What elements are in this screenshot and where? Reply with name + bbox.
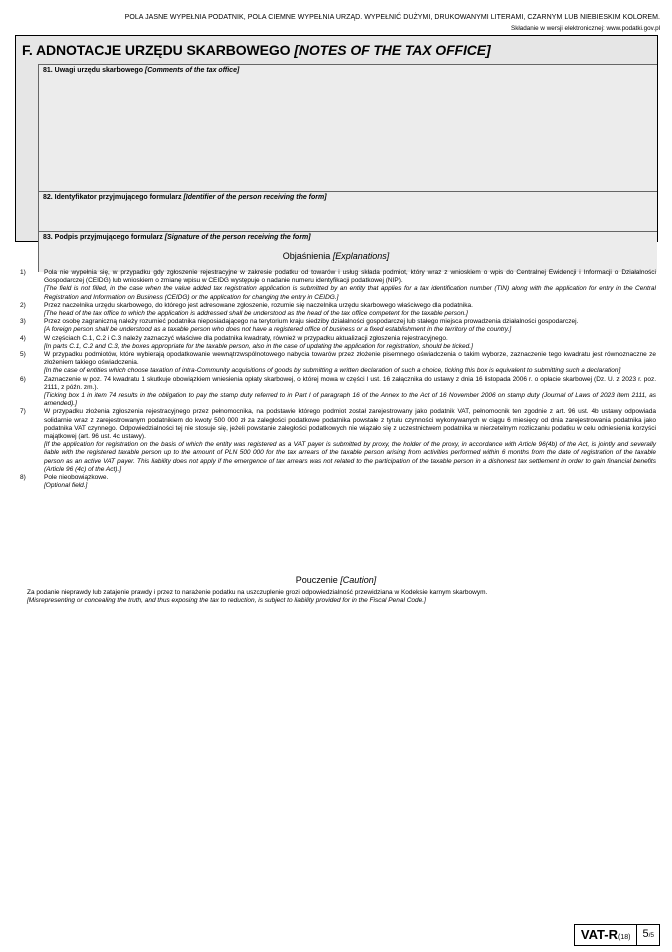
note-item — [20, 318, 656, 334]
note-number: 5) — [20, 351, 26, 359]
note-text-en: [A foreign person shall be understood as a taxable person who does not have a registered office of business or a fixed establishment in the territory of the country.] — [44, 326, 512, 334]
page-total: /5 — [648, 932, 654, 939]
field-82-label — [43, 194, 327, 201]
caution-heading-pl: Pouczenie — [295, 575, 338, 585]
note-text-pl: W częściach C.1, C.2 i C.3 należy zaznaczyć właściwe dla podatnika kwadraty, również w przypadku aktualizacji zgłoszenia rejestracyjnego. — [44, 334, 448, 342]
form-code — [575, 925, 638, 945]
note-item — [20, 269, 656, 302]
section-f-title — [22, 42, 491, 58]
note-item — [20, 335, 656, 351]
field-83-label — [43, 234, 311, 241]
note-number: 3) — [20, 318, 26, 326]
field-82-receiver-identifier[interactable] — [38, 191, 657, 231]
note-text-pl: W przypadku złożenia zgłoszenia rejestracyjnego przez pełnomocnika, na podstawie którego podmiot został zarejestrowany jako podatnik VAT, pełnomocnik ten zgodnie z art. 96 ust. 4b ustawy odpowiada solidarnie wraz z zarejestrowanym podatnikiem do kwoty 500 000 zł za zaległości podatkowe podatnika powstałe z tytułu czynności wykonywanych w ciągu 6 miesięcy od dnia zarejestrowania podatnika jako podatnika VAT czynnego. Odpowiedzialności tej nie stosuje się, jeżeli powstanie zaległości podatkowych nie wiązało się z uczestnictwem podatnika w nierzetelnym rozliczaniu podatku w celu odniesienia korzyści majątkowej (art. 96 ust. 4c ustawy). — [44, 408, 656, 441]
field-81-tax-office-comments[interactable] — [38, 64, 657, 191]
note-text-en: [Optional field.] — [44, 482, 88, 490]
note-text-en: [The head of the tax office to which the application is addressed shall be understood as the head of the tax office competent for the taxable person.] — [44, 310, 468, 318]
field-81-label — [43, 67, 239, 74]
note-item — [20, 302, 656, 318]
note-item — [20, 376, 656, 409]
note-number: 8) — [20, 474, 26, 482]
field-83-label-pl: 83. Podpis przyjmującego formularz — [43, 234, 163, 241]
note-body — [44, 408, 656, 474]
note-item — [20, 408, 656, 474]
explanations-heading — [0, 251, 672, 261]
note-body — [44, 474, 656, 490]
caution-text — [27, 589, 652, 606]
header-electronic-submission: Składanie w wersji elektronicznej: www.podatki.gov.pl — [511, 25, 660, 32]
page-current: 5 — [642, 928, 649, 940]
caution-heading-en: [Caution] — [340, 575, 377, 585]
form-code-name: VAT-R — [580, 927, 618, 942]
note-item — [20, 474, 656, 490]
section-f-frame — [15, 35, 658, 242]
section-f-title-pl: F. ADNOTACJE URZĘDU SKARBOWEGO — [22, 42, 291, 58]
form-version: (18) — [618, 934, 631, 941]
form-footer — [574, 924, 660, 946]
note-text-pl: W przypadku podmiotów, które wybierają opodatkowanie wewnątrzwspólnotowego nabycia towarów przez złożenie pisemnego oświadczenia o takim wyborze, zaznaczenie tego kwadratu jest równoznaczne ze złożeniem takiego oświadczenia. — [44, 351, 656, 367]
note-text-pl: Pola nie wypełnia się, w przypadku gdy zgłoszenie rejestracyjne w zakresie podatku od towarów i usług składa podmiot, który wraz z wnioskiem o wpis do Centralnej Ewidencji i Informacji o Działalności Gospodarczej (CEIDG) lub wnioskiem o zmianę wpisu w CEIDG występuje o nadanie numeru identyfikacji podatkowej (NIP). — [44, 269, 656, 285]
field-83-label-en: [Signature of the person receiving the form] — [164, 234, 311, 241]
note-body — [44, 335, 656, 351]
note-body — [44, 302, 656, 318]
note-text-en: [Ticking box 1 in item 74 results in the obligation to pay the stamp duty referred to in Part I of paragraph 16 of the Annex to the Act of 16 November 2006 on stamp duty (Journal of Laws of 2023 item 2111, as amended).] — [44, 392, 656, 408]
explanations-list — [20, 269, 656, 490]
note-text-en: [The field is not filled, in the case when the value added tax registration application is submitted by an entity that applies for a tax identification number (TIN) along with the application for entry in the Central Registration and Information on Business (CEIDG) or the application for changing the entry in CEIDG.] — [44, 285, 656, 301]
note-body — [44, 376, 656, 409]
caution-text-pl: Za podanie nieprawdy lub zatajenie prawdy i przez to narażenie podatku na uszczuplenie grozi odpowiedzialność przewidziana w Kodeksie karnym skarbowym. — [27, 589, 488, 596]
note-number: 1) — [20, 269, 26, 276]
note-body — [44, 269, 656, 302]
page-number — [637, 925, 659, 945]
note-text-en: [If the application for registration on the basis of which the entity was registered as a VAT payer is submitted by proxy, the holder of the proxy, in accordance with Article 96(4b) of the Act, is jointly and severally liable with the registered taxable person up to the amount of PLN 500 000 for the tax arrears of the taxable person arising from activities performed within 6 months from the date of registration of the taxable person as an active VAT payer. This liability does not apply if the emergence of tax arrears was not related to the participation of the taxable person in a dishonest tax settlement in order to gain financial benefits (Article 96 (4c) of the Act).] — [44, 441, 656, 473]
note-number: 2) — [20, 301, 26, 309]
note-item — [20, 351, 656, 376]
note-body — [44, 351, 656, 376]
field-81-label-en: [Comments of the tax office] — [144, 67, 240, 74]
field-82-label-pl: 82. Identyfikator przyjmującego formularz — [43, 194, 182, 201]
section-f-title-en: [NOTES OF THE TAX OFFICE] — [294, 42, 491, 58]
note-body — [44, 318, 656, 334]
note-text-pl: Pole nieobowiązkowe. — [44, 474, 109, 482]
note-text-en: [In the case of entities which choose taxation of intra-Community acquisitions of goods by submitting a written declaration of such a choice, ticking this box is equivalent to submitting such a declaration] — [44, 367, 621, 375]
caution-text-en: [Misrepresenting or concealing the truth, and thus exposing the tax to reduction, is subject to liability provided for in the Fiscal Penal Code.] — [27, 597, 426, 605]
note-text-en: [In parts C.1, C.2 and C.3, the boxes appropriate for the taxable person, also in the case of updating the application for registration, should be ticked.] — [44, 342, 473, 350]
field-82-label-en: [Identifier of the person receiving the form] — [183, 194, 327, 201]
caution-heading — [0, 575, 672, 585]
explanations-heading-en: [Explanations] — [332, 251, 390, 261]
note-number: 4) — [20, 334, 26, 342]
note-text-pl: Przez osobę zagraniczną należy rozumieć podatnika nieposiadającego na terytorium kraju siedziby działalności gospodarczej lub stałego miejsca prowadzenia działalności gospodarczej. — [44, 318, 579, 326]
header-instructions: POLA JASNE WYPEŁNIA PODATNIK, POLA CIEMNE WYPEŁNIA URZĄD. WYPEŁNIĆ DUŻYMI, DRUKOWANYMI LITERAMI, CZARNYM LUB NIEBIESKIM KOLOREM. — [124, 14, 660, 21]
note-text-pl: Przez naczelnika urzędu skarbowego, do którego jest adresowane zgłoszenie, rozumie się naczelnika urzędu skarbowego właściwego dla podatnika. — [44, 301, 473, 309]
note-text-pl: Zaznaczenie w poz. 74 kwadratu 1 skutkuje obowiązkiem wniesienia opłaty skarbowej, o której mowa w części I ust. 16 załącznika do ustawy z dnia 16 listopada 2006 r. o opłacie skarbowej (Dz. U. z 2023 r. poz. 2111, z późn. zm.). — [44, 375, 656, 391]
note-number: 7) — [20, 408, 26, 416]
note-number: 6) — [20, 375, 26, 383]
explanations-heading-pl: Objaśnienia — [282, 251, 331, 261]
field-81-label-pl: 81. Uwagi urzędu skarbowego — [43, 67, 143, 74]
